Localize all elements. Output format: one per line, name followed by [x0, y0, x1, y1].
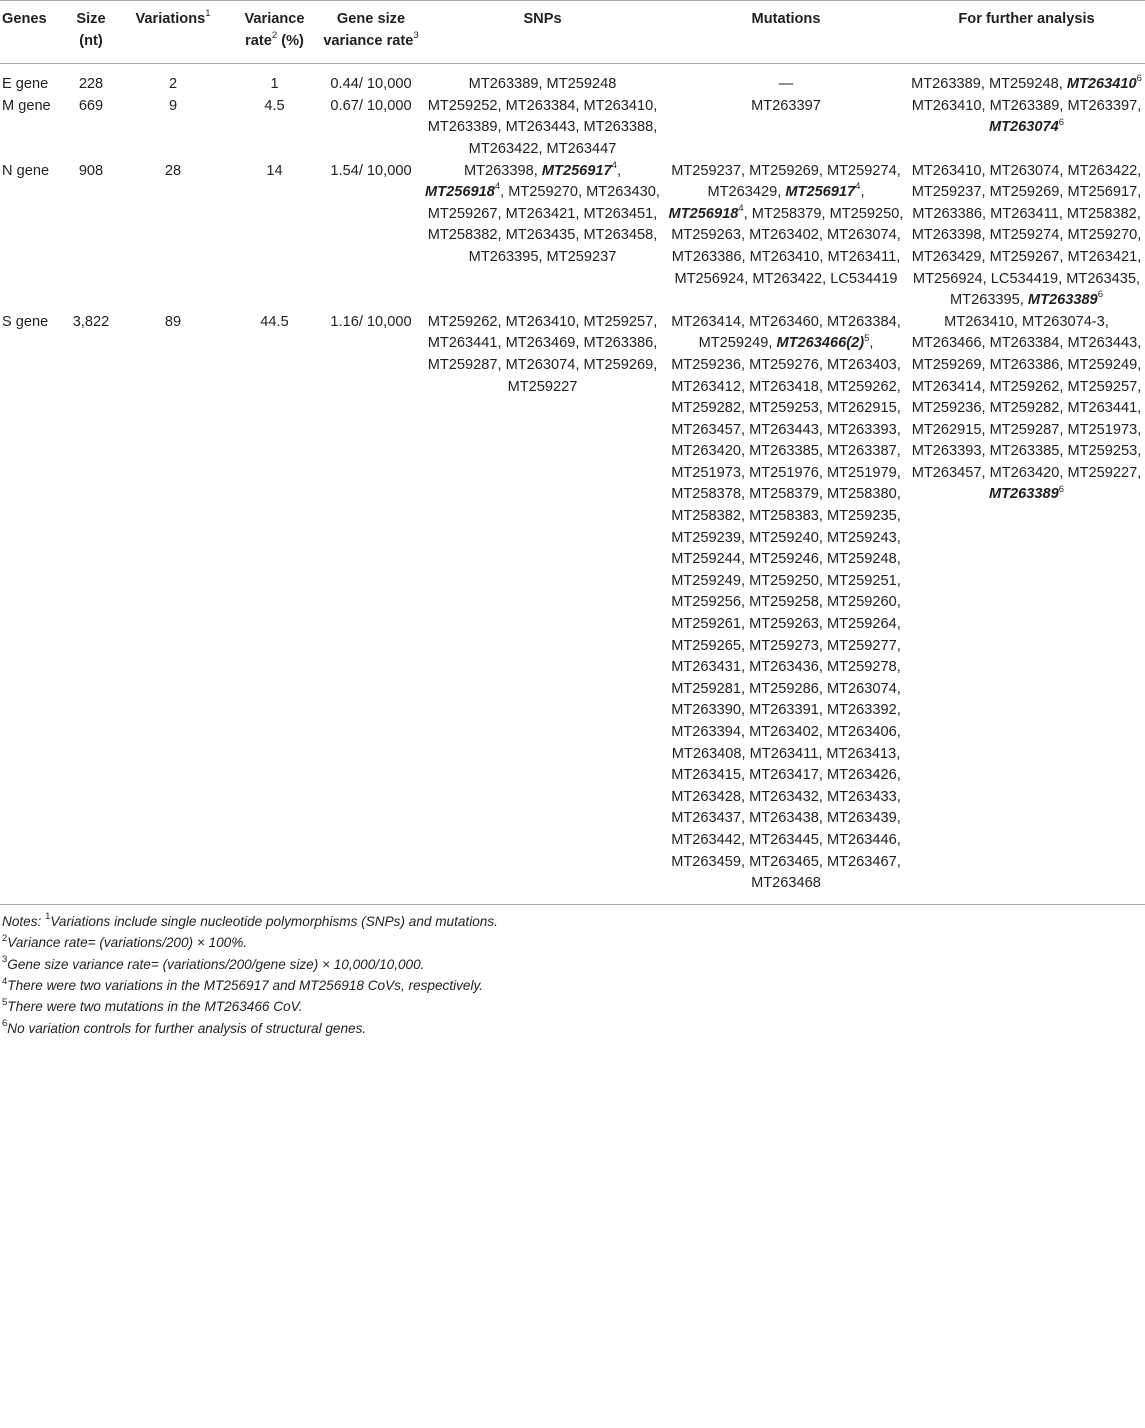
header-variance-rate: Variance rate$^2$ (%) [228, 1, 321, 64]
cell-gene-size-variance-rate: 1.16/ 10,000 [321, 312, 421, 905]
note-line [2, 911, 1145, 932]
accession-highlight: MT263389 [988, 486, 1059, 503]
cell-gene: N gene [2, 162, 50, 179]
footnote-marker: 6 [2, 1018, 8, 1030]
table-row [0, 64, 1145, 96]
footnote-marker: 2 [2, 932, 8, 944]
footnote-marker: 6 [1097, 289, 1103, 301]
footnote-marker: 4 [494, 181, 501, 193]
accession-text: MT259237, MT259269, MT259274, MT263429, [671, 162, 901, 201]
footnote-marker: 1 [45, 911, 51, 923]
accession-text: MT263410, MT263074-3, MT263466, MT263384, MT263443, MT259269, MT263386, MT259249, MT263414, MT259262, MT259257, MT259236, MT259282, MT263441, MT262915, MT259287, MT251973, MT263393, MT263385, MT259253, MT263457, MT263420, MT259227, [911, 313, 1142, 481]
cell-variations: 2 [168, 76, 178, 93]
header-variations: Variations$^1$ [118, 1, 228, 64]
table-header-row [0, 1, 1145, 64]
accession-highlight: MT263389 [1027, 292, 1098, 309]
cell-further-analysis [908, 64, 1145, 96]
note-text: Gene size variance rate= (variations/200/gene size) × 10,000/10,000. [7, 956, 425, 972]
cell-mutations [664, 161, 908, 312]
accession-highlight: MT256917 [541, 162, 612, 179]
cell-snps [421, 96, 664, 161]
cell-variations: 89 [118, 312, 228, 905]
cell-variations: 28 [164, 162, 182, 179]
cell-snps [421, 161, 664, 312]
accession-text: MT263398, [463, 162, 542, 179]
accession-text: , [616, 162, 622, 179]
cell-size: 3,822 [64, 312, 118, 905]
accession-highlight: MT256918 [425, 184, 495, 201]
note-line [2, 1018, 1145, 1039]
note-text: Variations include single nucleotide polymorphisms (SNPs) and mutations. [50, 913, 498, 929]
footnote-marker: 5 [864, 332, 870, 344]
note-text: Variance rate= (variations/200) × 100%. [7, 935, 248, 951]
cell-further-analysis [908, 312, 1145, 905]
cell-variance-rate: 4.5 [264, 97, 285, 114]
cell-size: 669 [78, 97, 104, 114]
cell-further-analysis [908, 96, 1145, 161]
cell-mutations [664, 96, 908, 161]
accession-text: MT263410, MT263389, MT263397, [911, 97, 1142, 114]
accession-text: MT263414, MT263460, MT263384, MT259249, [671, 313, 901, 352]
cell-gene: S gene [0, 312, 64, 905]
accession-text: , MT259236, MT259276, MT263403, MT263412, MT263418, MT259262, MT259282, MT259253, MT262915, MT263457, MT263443, MT263393, MT263420, MT263385, MT263387, MT251973, MT251976, MT251979, MT258378, MT258379, MT258380, MT258382, MT258383, MT259235, MT259239, MT259240, MT259243, MT259244, MT259246, MT259248, MT259249, MT259250, MT259251, MT259256, MT259258, MT259260, MT259261, MT259263, MT259264, MT259265, MT259273, MT259277, MT263431, MT263436, MT259278, MT259281, MT259286, MT263074, MT263390, MT263391, MT263392, MT263394, MT263402, MT263406, MT263408, MT263411, MT263413, MT263415, MT263417, MT263426, MT263428, MT263432, MT263433, MT263437, MT263438, MT263439, MT263442, MT263445, MT263446, MT263459, MT263465, MT263467, MT263468 [671, 335, 901, 892]
cell-mutations [664, 312, 908, 905]
cell-variance-rate: 44.5 [228, 312, 321, 905]
cell-gene-size-variance-rate: 0.67/ 10,000 [330, 97, 412, 114]
cell-variations: 9 [168, 97, 178, 114]
table-notes [0, 905, 1145, 1039]
header-further-analysis: For further analysis [908, 1, 1145, 64]
footnote-marker: 4 [2, 975, 8, 987]
cell-gene-size-variance-rate: 0.44/ 10,000 [330, 76, 412, 93]
cell-snps [421, 64, 664, 96]
footnote-marker: 4 [855, 181, 861, 193]
header-size: Size (nt) [64, 1, 118, 64]
accession-text: MT259252, MT263384, MT263410, MT263389, MT263443, MT263388, MT263422, MT263447 [427, 97, 658, 157]
cell-size: 228 [78, 76, 104, 93]
note-prefix: Notes: [2, 913, 46, 929]
cell-gene-size-variance-rate: 1.54/ 10,000 [330, 162, 412, 179]
accession-highlight: MT256918 [668, 205, 739, 222]
accession-highlight: MT256917 [785, 184, 856, 201]
accession-text: , [860, 184, 865, 201]
accession-text: MT263397 [751, 97, 821, 114]
table-row [0, 312, 1145, 905]
accession-text: MT263389, MT259248, [911, 76, 1067, 93]
note-line [2, 975, 1145, 996]
cell-further-analysis [908, 161, 1145, 312]
header-gene-size-variance-rate: Gene size variance rate$^3$ [321, 1, 421, 64]
header-snps: SNPs [421, 1, 664, 64]
header-genes: Genes [0, 1, 64, 64]
accession-text: MT259262, MT263410, MT259257, MT263441, MT263469, MT263386, MT259287, MT263074, MT259269, MT259227 [427, 313, 658, 395]
accession-text: MT263410, MT263074, MT263422, MT259237, MT259269, MT256917, MT263386, MT263411, MT258382, MT263398, MT259274, MT259270, MT263429, MT259267, MT263421, MT256924, LC534419, MT263435, MT263395, [911, 162, 1142, 309]
cell-variance-rate: 14 [266, 162, 283, 179]
note-line [2, 932, 1145, 953]
accession-text: , MT258379, MT259250, MT259263, MT263402, MT263074, MT263386, MT263410, MT263411, MT256924, MT263422, LC534419 [671, 205, 904, 287]
cell-gene: E gene [2, 76, 49, 93]
footnote-marker: 6 [1136, 73, 1142, 85]
footnote-marker: 4 [611, 159, 617, 171]
note-text: There were two variations in the MT256917 and MT256918 CoVs, respectively. [7, 977, 484, 993]
footnote-marker: 6 [1058, 483, 1065, 495]
cell-variance-rate: 1 [270, 76, 279, 93]
note-line [2, 954, 1145, 975]
footnote-marker: 4 [738, 202, 744, 214]
table-body [0, 64, 1145, 905]
header-mutations: Mutations [664, 1, 908, 64]
accession-text: , MT259270, MT263430, MT259267, MT263421, MT263451, MT258382, MT263435, MT263458, MT263395, MT259237 [427, 184, 660, 265]
accession-text: MT263389, MT259248 [468, 76, 617, 93]
footnote-marker: 3 [2, 954, 8, 966]
cell-gene: M gene [2, 97, 51, 114]
note-text: There were two mutations in the MT263466 CoV. [7, 999, 303, 1015]
cell-mutations [664, 64, 908, 96]
footnote-marker: 6 [1058, 116, 1065, 128]
accession-highlight: MT263410 [1066, 76, 1137, 93]
accession-highlight: MT263074 [988, 119, 1059, 136]
table-row [0, 161, 1145, 312]
note-line [2, 996, 1145, 1017]
accession-highlight: MT263466(2) [776, 335, 865, 352]
footnote-marker: 5 [2, 996, 8, 1008]
note-text: No variation controls for further analysis of structural genes. [7, 1020, 367, 1036]
table-row [0, 96, 1145, 161]
cell-snps [421, 312, 664, 905]
cell-size: 908 [78, 162, 104, 179]
accession-text: — [778, 76, 794, 93]
